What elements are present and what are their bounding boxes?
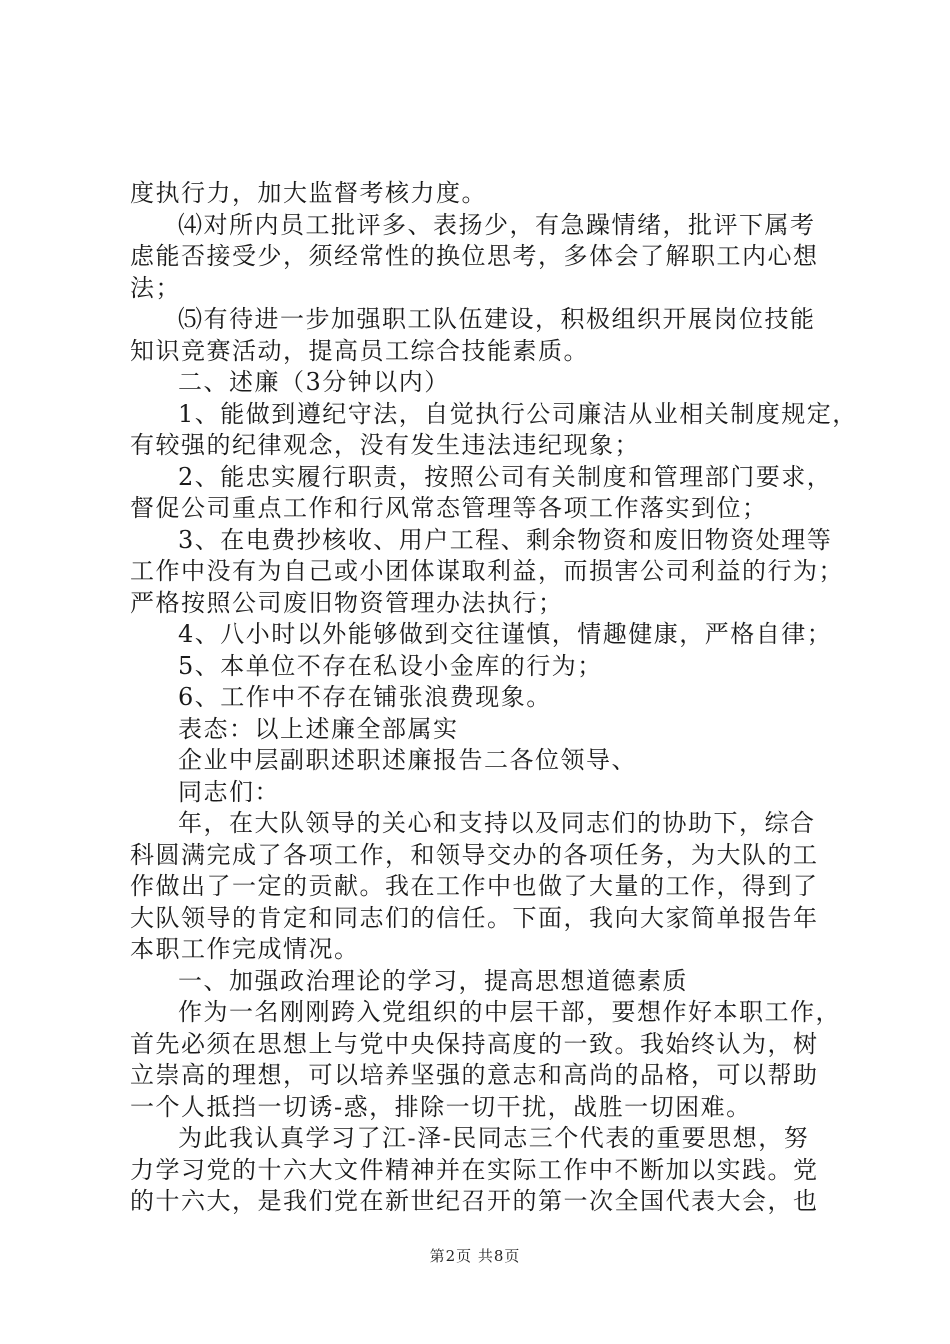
text-line: 作做出了一定的贡献。我在工作中也做了大量的工作，得到了: [130, 872, 819, 900]
text-line: 一个人抵挡一切诱-惑，排除一切干扰，战胜一切困难。: [130, 1092, 752, 1121]
text-line: 严格按照公司废旧物资管理办法执行；: [130, 588, 564, 617]
text-line: 4、八小时以外能够做到交往谨慎，情趣健康，严格自律；: [178, 620, 833, 648]
text-line: 为此我认真学习了江-泽-民同志三个代表的重要思想，努: [178, 1124, 810, 1152]
text-line: 本职工作完成情况。: [130, 935, 360, 963]
text-line: ⑷对所内员工批评多、表扬少，有急躁情绪，批评下属考: [178, 210, 816, 239]
text-line: 年，在大队领导的关心和支持以及同志们的协助下，综合: [178, 809, 816, 837]
text-line: 5、本单位不存在私设小金库的行为；: [178, 651, 603, 680]
text-line: 二、述廉（3分钟以内）: [178, 368, 450, 396]
text-line: 作为一名刚刚跨入党组织的中层干部，要想作好本职工作，: [178, 998, 841, 1026]
text-line: 2、能忠实履行职责，按照公司有关制度和管理部门要求，: [178, 462, 833, 491]
text-line: 科圆满完成了各项工作，和领导交办的各项任务，为大队的工: [130, 840, 819, 869]
text-line: 督促公司重点工作和行风常态管理等各项工作落实到位；: [130, 494, 768, 522]
text-line: 同志们：: [178, 777, 280, 806]
text-line: 表态：以上述廉全部属实: [178, 714, 459, 743]
text-line: 度执行力，加大监督考核力度。: [130, 179, 487, 207]
text-line: 知识竞赛活动，提高员工综合技能素质。: [130, 336, 589, 365]
text-line: 虑能否接受少，须经常性的换位思考，多体会了解职工内心想: [130, 242, 819, 270]
text-line: 有较强的纪律观念，没有发生违法违纪现象；: [130, 431, 640, 459]
text-line: 首先必须在思想上与党中央保持高度的一致。我始终认为，树: [130, 1029, 819, 1058]
text-line: 工作中没有为自己或小团体谋取利益，而损害公司利益的行为；: [130, 557, 844, 585]
text-line: 1、能做到遵纪守法，自觉执行公司廉洁从业相关制度规定，: [178, 399, 858, 428]
page-footer: 第2页 共8页: [429, 1247, 521, 1265]
text-line: 法；: [130, 273, 181, 302]
text-line: 6、工作中不存在铺张浪费现象。: [178, 683, 552, 711]
text-line: 的十六大，是我们党在新世纪召开的第一次全国代表大会，也: [130, 1187, 819, 1215]
text-line: ⑸有待进一步加强职工队伍建设，积极组织开展岗位技能: [178, 305, 816, 333]
document-body: [130, 178, 858, 1218]
text-line: 大队领导的肯定和同志们的信任。下面，我向大家简单报告年: [130, 903, 819, 932]
text-line: 立崇高的理想，可以培养坚强的意志和高尚的品格，可以帮助: [130, 1061, 819, 1089]
text-line: 一、加强政治理论的学习，提高思想道德素质: [178, 966, 688, 995]
text-line: 3、在电费抄核收、用户工程、剩余物资和废旧物资处理等: [178, 525, 833, 554]
text-line: 力学习党的十六大文件精神并在实际工作中不断加以实践。党: [130, 1155, 819, 1184]
text-line: 企业中层副职述职述廉报告二各位领导、: [178, 746, 637, 774]
